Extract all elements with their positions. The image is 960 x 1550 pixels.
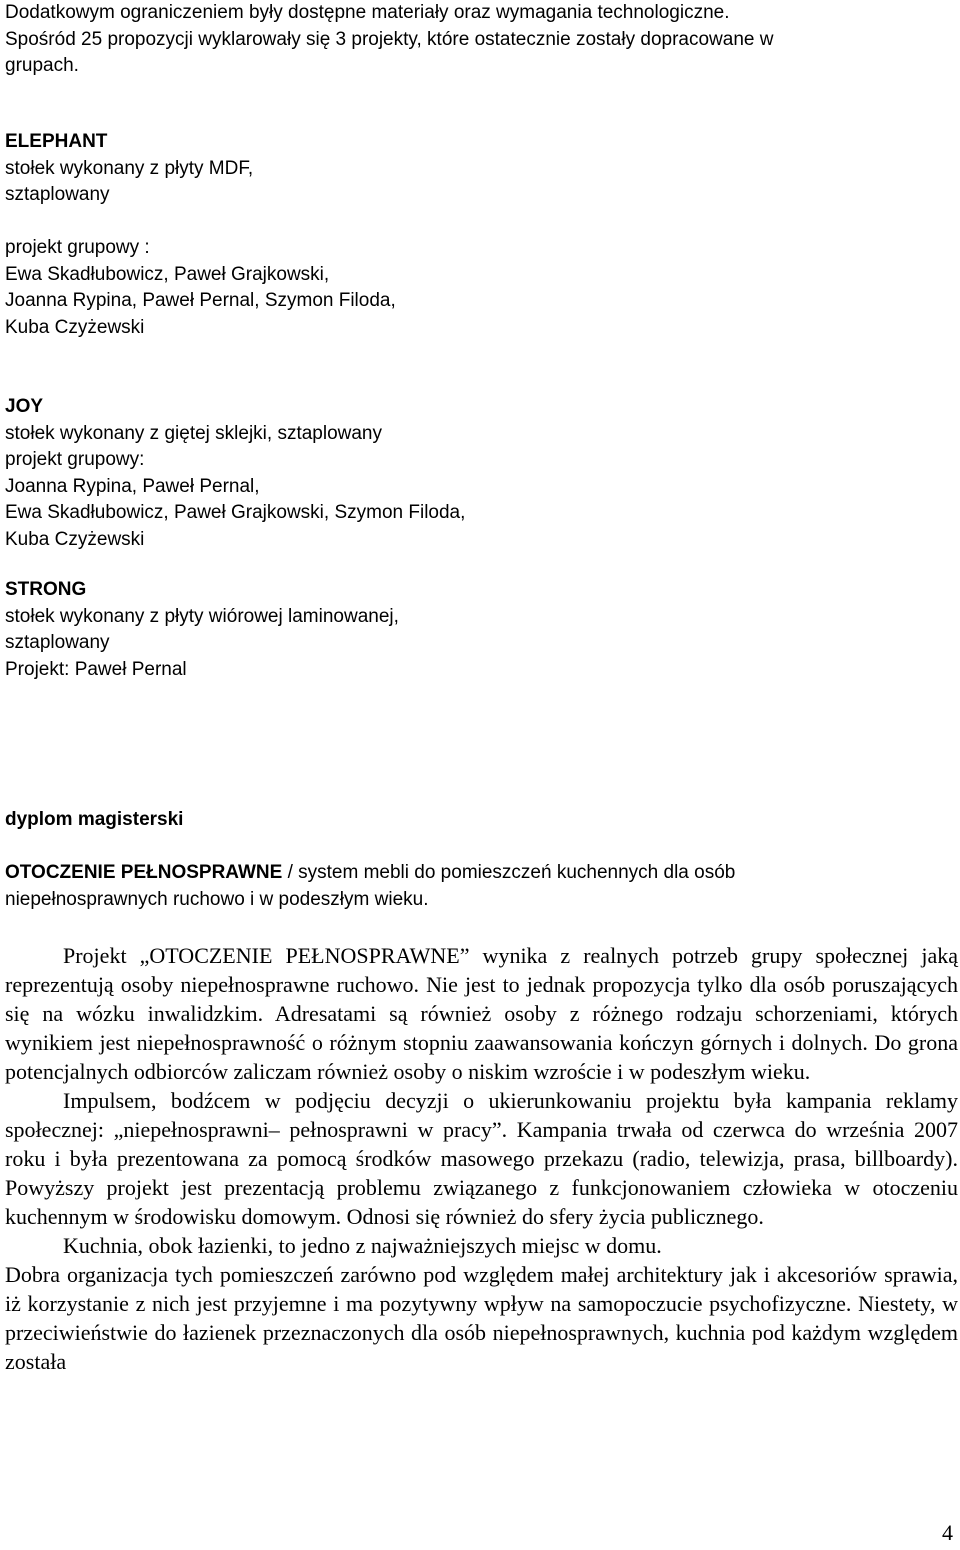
diploma-heading: dyplom magisterski [5,809,184,830]
intro-line: Spośród 25 propozycji wyklarowały się 3 projekty, które ostatecznie zostały dopracowane w [5,28,774,50]
spacer [5,209,957,236]
intro-line: Dodatkowym ograniczeniem były dostępne materiały oraz wymagania technologiczne. [5,2,730,23]
strong-desc-line: sztaplowany [5,632,110,653]
joy-desc-line: Kuba Czyżewski [5,528,145,550]
spacer [5,834,957,861]
elephant-team-line: Ewa Skadłubowicz, Paweł Grajkowski, [5,263,330,285]
joy-desc-line: Ewa Skadłubowicz, Paweł Grajkowski, Szymon Filoda, [5,502,466,523]
diploma-project-desc-line: niepełnosprawnych ruchowo i w podeszłym wieku. [5,888,429,910]
diploma-project-desc: / system mebli do pomieszczeń kuchennych dla osób [282,862,736,883]
joy-desc-line: Joanna Rypina, Paweł Pernal, [5,475,260,497]
joy-title: JOY [5,396,44,417]
elephant-team-line: Kuba Czyżewski [5,316,145,338]
body-paragraph: Impulsem, bodźcem w podjęciu decyzji o ukierunkowaniu projektu była kampania reklamy społecznej: „niepełnosprawni– pełnosprawni w pracy”. Kampania trwała od czerwca do września 2007 roku i była prezentowana za pomocą środków masowego przekazu (radio, telewizja, prasa, billboardy). Powyższy projekt jest prezentacją problemu związanego z funkcjonowaniem człowieka w otoczeniu kuchennym w środowisku domowym. Odnosi się również do sfery życia publicznego. [5,1088,958,1229]
body-paragraph: Projekt „OTOCZENIE PEŁNOSPRAWNE” wynika z realnych potrzeb grupy społecznej jaką reprezentują osoby niepełnosprawne ruchowo. Nie jest to jednak propozycja tylko dla osób poruszających się na wózku inwalidzkim. Adresatami są również osoby z różnego rodzaju schorzeniami, których wynikiem jest niepełnosprawność o różnym stopniu zaawansowania kończyn górnych i dolnych. Do grona potencjalnych odbiorców zaliczam również osoby o niskim wzroście i w podeszłym wieku. [5,943,958,1084]
body-paragraph: Kuchnia, obok łazienki, to jedno z najważniejszych miejsc w domu. [63,1233,662,1258]
intro-line: grupach. [5,55,79,76]
diploma-project-line [5,860,957,887]
joy-desc-line: projekt grupowy: [5,449,145,470]
diploma-project-name: OTOCZENIE PEŁNOSPRAWNE [5,862,283,883]
elephant-section [5,129,957,341]
elephant-title: ELEPHANT [5,131,108,152]
strong-section [5,577,957,683]
elephant-team-line: Joanna Rypina, Paweł Pernal, Szymon Filoda, [5,290,396,311]
elephant-desc-line: sztaplowany [5,184,110,205]
page-number: 4 [942,1520,953,1545]
body-text [5,941,958,1376]
strong-desc-line: Projekt: Paweł Pernal [5,658,187,680]
diploma-section [5,807,957,913]
body-paragraph: Dobra organizacja tych pomieszczeń zarówno pod względem małej architektury jak i akcesoriów sprawia, iż korzystanie z nich jest przyjemne i ma pozytywny wpływ na samopoczucie psychofizyczne. Niestety, w przeciwieństwie do łazienek przeznaczonych dla osób niepełnosprawnych, kuchnia pod każdym względem została [5,1262,958,1374]
strong-desc-line: stołek wykonany z płyty wiórowej laminowanej, [5,605,399,627]
intro-text [5,0,957,80]
joy-section [5,394,957,553]
elephant-team-line: projekt grupowy : [5,237,150,258]
strong-title: STRONG [5,579,87,600]
elephant-desc-line: stołek wykonany z płyty MDF, [5,157,254,179]
joy-desc-line: stołek wykonany z giętej sklejki, sztaplowany [5,422,383,444]
